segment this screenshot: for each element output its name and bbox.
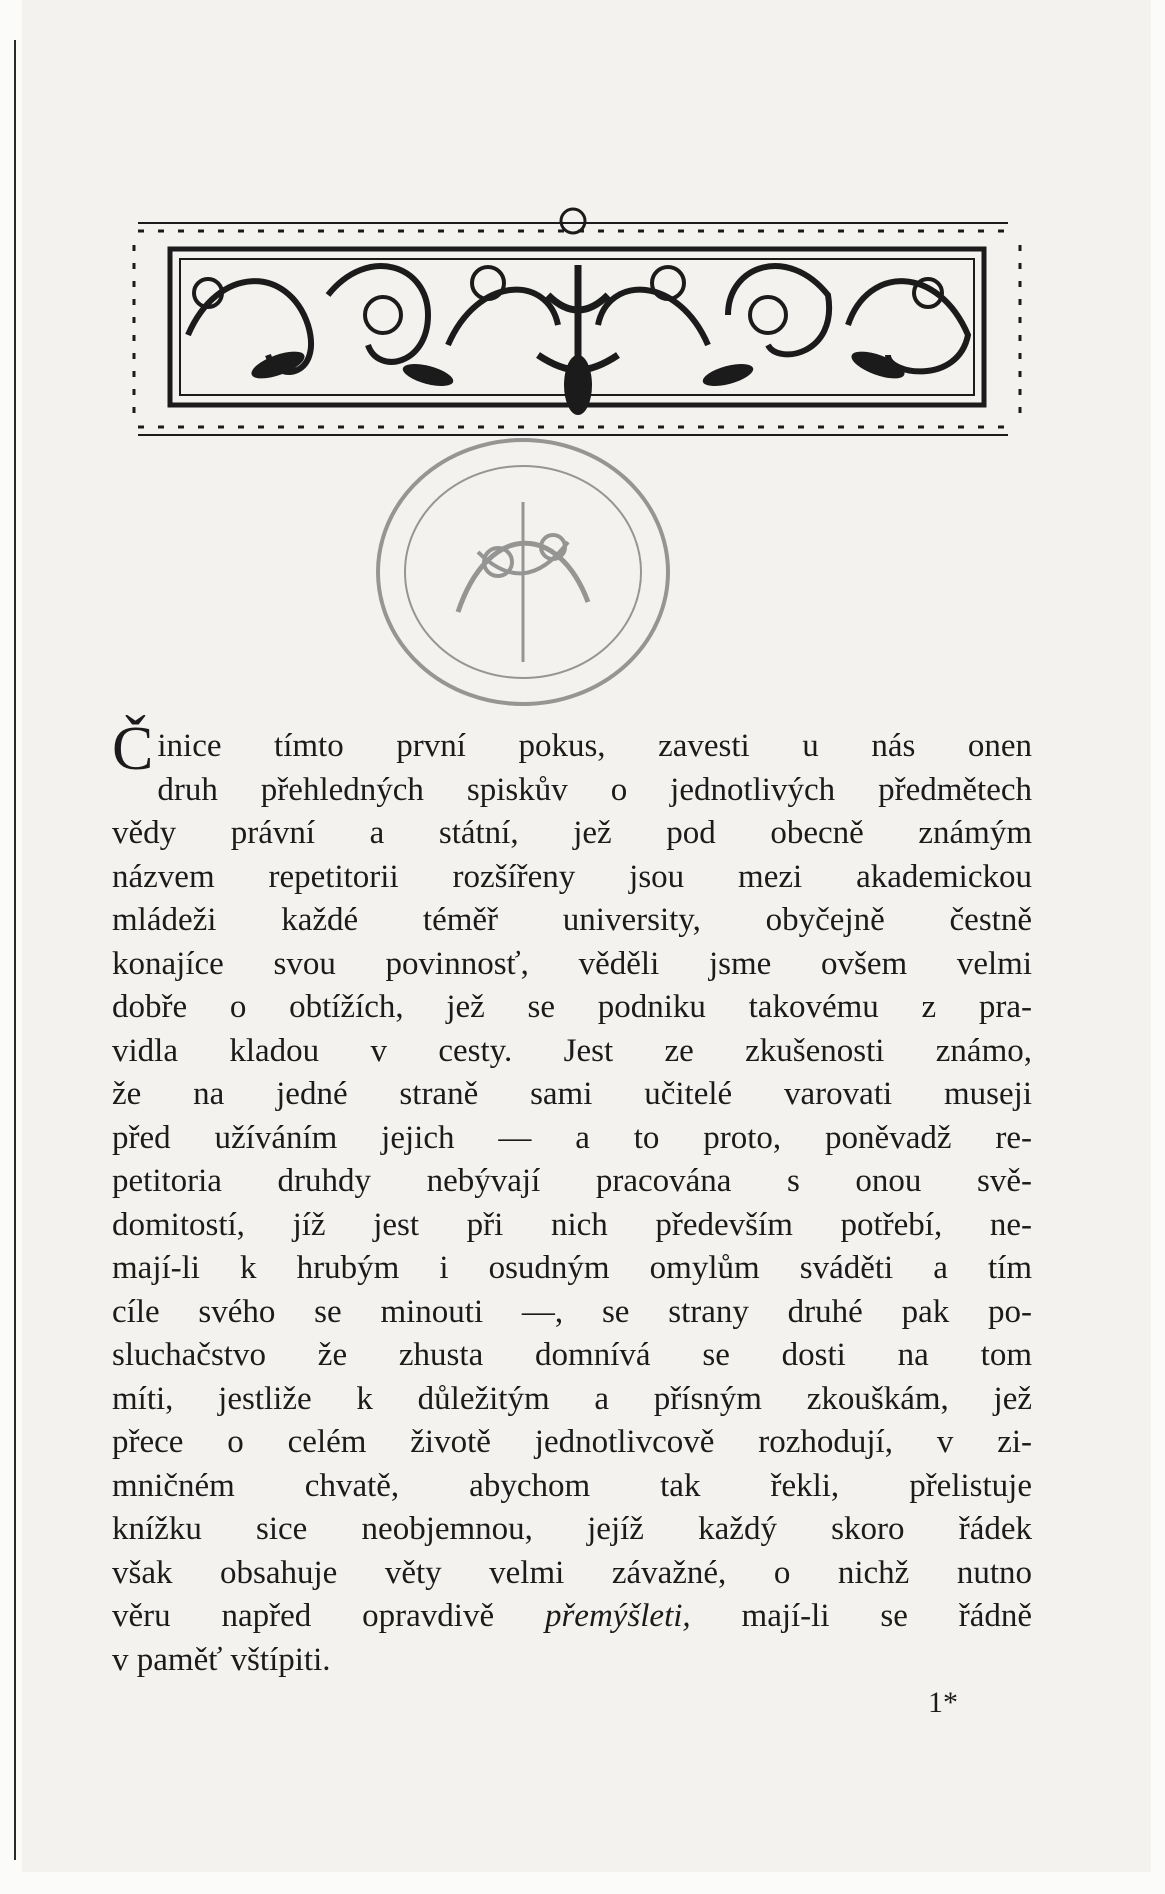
text-line: mají-li k hrubým i osudným omylům sváděti a tím (112, 1250, 1032, 1286)
signature-mark: 1* (928, 1686, 958, 1719)
text-line: petitoria druhdy nebývají pracována s onou svě- (112, 1163, 1032, 1199)
text-line: vědy právní a státní, jež pod obecně známým (112, 815, 1032, 851)
text-line: míti, jestliže k důležitým a přísným zkouškám, jež (112, 1380, 1032, 1417)
text-line: cíle svého se minouti —, se strany druhé pak po- (112, 1293, 1032, 1330)
text-line: přece o celém životě jednotlivcově rozhodují, v zi- (112, 1424, 1032, 1460)
bottom-margin (0, 1872, 1165, 1894)
text-line: mládeži každé téměř university, obyčejně čestně (112, 902, 1032, 938)
text-line: inice tímto první pokus, zavesti u nás onen (157, 728, 1032, 764)
text-line: konajíce svou povinnosť, věděli jsme ovšem velmi (112, 945, 1032, 982)
text-line: sluchačstvo že zhusta domnívá se dosti na tom (112, 1337, 1032, 1373)
text-line: v paměť vštípiti. (112, 1641, 331, 1678)
drop-cap: Č (112, 715, 154, 783)
body-paragraph (112, 715, 1032, 1682)
text-line: však obsahuje věty velmi závažné, o nichž nutno (112, 1554, 1032, 1591)
text-line: druh přehledných spiskův o jednotlivých předmětech (157, 771, 1032, 808)
text-line: vidla kladou v cesty. Jest ze zkušenosti známo, (112, 1032, 1032, 1069)
text-line: názvem repetitorii rozšířeny jsou mezi akademickou (112, 858, 1032, 895)
text-line: že na jedné straně sami učitelé varovati museji (112, 1076, 1032, 1112)
left-margin (0, 0, 22, 1894)
italic-word: přemýšleti, (544, 1598, 691, 1634)
floral-headpiece-ornament (128, 205, 1028, 450)
text-segment: mají-li se řádně (690, 1598, 1032, 1634)
library-stamp (368, 432, 678, 712)
text-line: knížku sice neobjemnou, jejíž každý skoro řádek (112, 1511, 1032, 1547)
text-line: mničném chvatě, abychom tak řekli, přelistuje (112, 1467, 1032, 1504)
right-margin (1151, 0, 1165, 1894)
text-line: domitostí, jíž jest při nich především potřebí, ne- (112, 1206, 1032, 1243)
text-line: před užíváním jejich — a to proto, poněvadž re- (112, 1119, 1032, 1156)
text-line (112, 1595, 1032, 1639)
text-line: dobře o obtížích, jež se podniku takovému z pra- (112, 989, 1032, 1025)
text-segment: věru napřed opravdivě (112, 1598, 545, 1634)
binding-edge (14, 40, 16, 1860)
